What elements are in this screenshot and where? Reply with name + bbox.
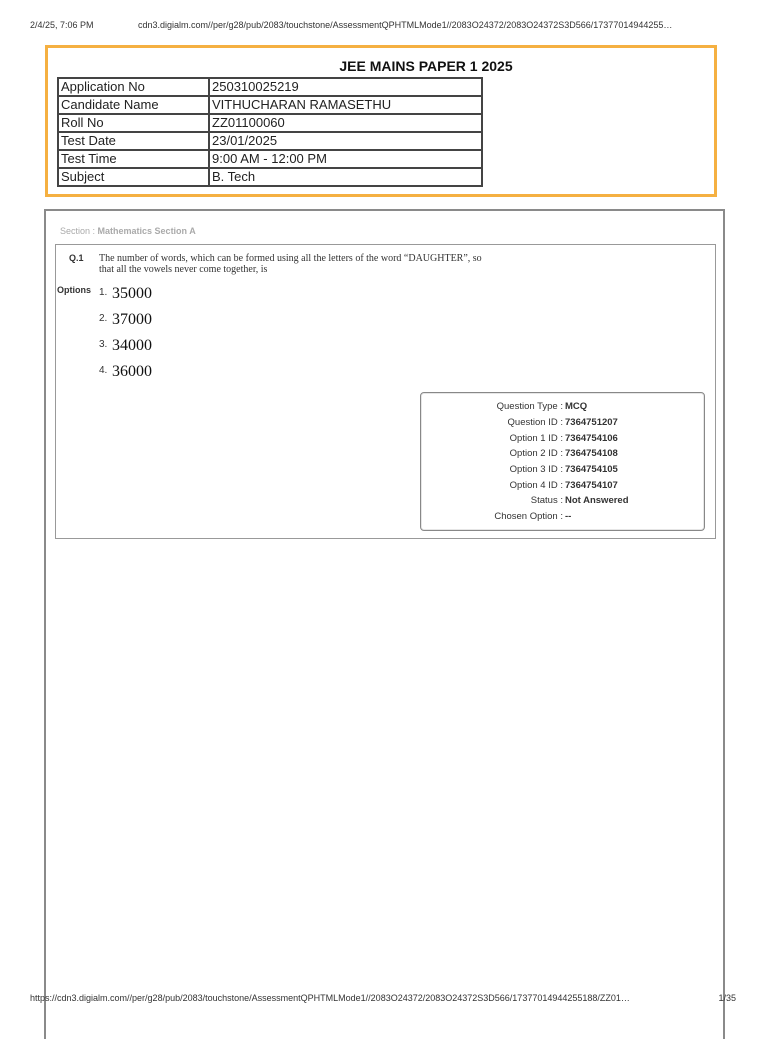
meta-value: Not Answered (565, 495, 629, 506)
meta-row-status (421, 495, 704, 509)
meta-value: MCQ (565, 401, 588, 412)
section-prefix: Section : (60, 226, 98, 236)
question-text-line: The number of words, which can be formed using all the letters of the word “DAUGHTER”, so (99, 253, 482, 264)
question-meta-box (420, 392, 705, 531)
question-panel (55, 244, 716, 539)
info-value: 9:00 AM - 12:00 PM (209, 150, 482, 168)
question-text (99, 253, 549, 275)
meta-label: Question Type : (496, 401, 563, 412)
option-number: 2. (99, 313, 108, 324)
meta-label: Option 4 ID : (509, 480, 563, 491)
print-datetime: 2/4/25, 7:06 PM (30, 20, 94, 30)
option-value: 34000 (112, 337, 152, 354)
meta-row-option-3-id (421, 464, 704, 478)
info-value: ZZ01100060 (209, 114, 482, 132)
info-label: Test Date (58, 132, 209, 150)
info-row-test-date (58, 132, 482, 150)
options-label: Options (57, 285, 91, 295)
meta-label: Chosen Option : (494, 511, 563, 522)
info-label: Candidate Name (58, 96, 209, 114)
meta-value: -- (565, 511, 572, 522)
print-url: cdn3.digialm.com//per/g28/pub/2083/touchstone/AssessmentQPHTMLMode1//2083O24372/2083O24372S3D566/17377014944255… (138, 20, 673, 30)
meta-row-question-type (421, 401, 704, 415)
info-label: Subject (58, 168, 209, 186)
option-value: 37000 (112, 311, 152, 328)
info-label: Roll No (58, 114, 209, 132)
info-row-roll-no (58, 114, 482, 132)
candidate-info-table (57, 77, 483, 187)
meta-label: Option 3 ID : (509, 464, 563, 475)
option-value: 35000 (112, 285, 152, 302)
option-number: 3. (99, 339, 108, 350)
option-value: 36000 (112, 363, 152, 380)
info-value: B. Tech (209, 168, 482, 186)
exam-title: JEE MAINS PAPER 1 2025 (339, 58, 513, 74)
page-number: 1/35 (718, 993, 736, 1003)
section-frame (44, 209, 725, 1039)
question-number: Q.1 (69, 253, 84, 263)
meta-label: Status : (530, 495, 563, 506)
meta-row-chosen-option (421, 511, 704, 525)
meta-row-option-2-id (421, 448, 704, 462)
info-value: 250310025219 (209, 78, 482, 96)
section-label (60, 226, 196, 236)
meta-row-option-1-id (421, 433, 704, 447)
section-name: Mathematics Section A (97, 226, 196, 236)
info-label: Application No (58, 78, 209, 96)
meta-row-question-id (421, 417, 704, 431)
info-value: VITHUCHARAN RAMASETHU (209, 96, 482, 114)
meta-row-option-4-id (421, 480, 704, 494)
meta-value: 7364754105 (565, 464, 618, 475)
meta-value: 7364754108 (565, 448, 618, 459)
meta-value: 7364754106 (565, 433, 618, 444)
meta-value: 7364751207 (565, 417, 618, 428)
candidate-info-box (45, 45, 717, 197)
meta-label: Option 2 ID : (509, 448, 563, 459)
info-row-candidate-name (58, 96, 482, 114)
meta-label: Question ID : (507, 417, 563, 428)
info-row-application-no (58, 78, 482, 96)
print-footer-url: https://cdn3.digialm.com//per/g28/pub/2083/touchstone/AssessmentQPHTMLMode1//2083O24372/2083O24372S3D566/17377014944255188/ZZ01… (30, 993, 630, 1003)
meta-value: 7364754107 (565, 480, 618, 491)
info-row-subject (58, 168, 482, 186)
question-text-line: that all the vowels never come together, is (99, 264, 268, 275)
option-number: 1. (99, 287, 108, 298)
info-row-test-time (58, 150, 482, 168)
info-value: 23/01/2025 (209, 132, 482, 150)
option-number: 4. (99, 365, 108, 376)
info-label: Test Time (58, 150, 209, 168)
meta-label: Option 1 ID : (509, 433, 563, 444)
